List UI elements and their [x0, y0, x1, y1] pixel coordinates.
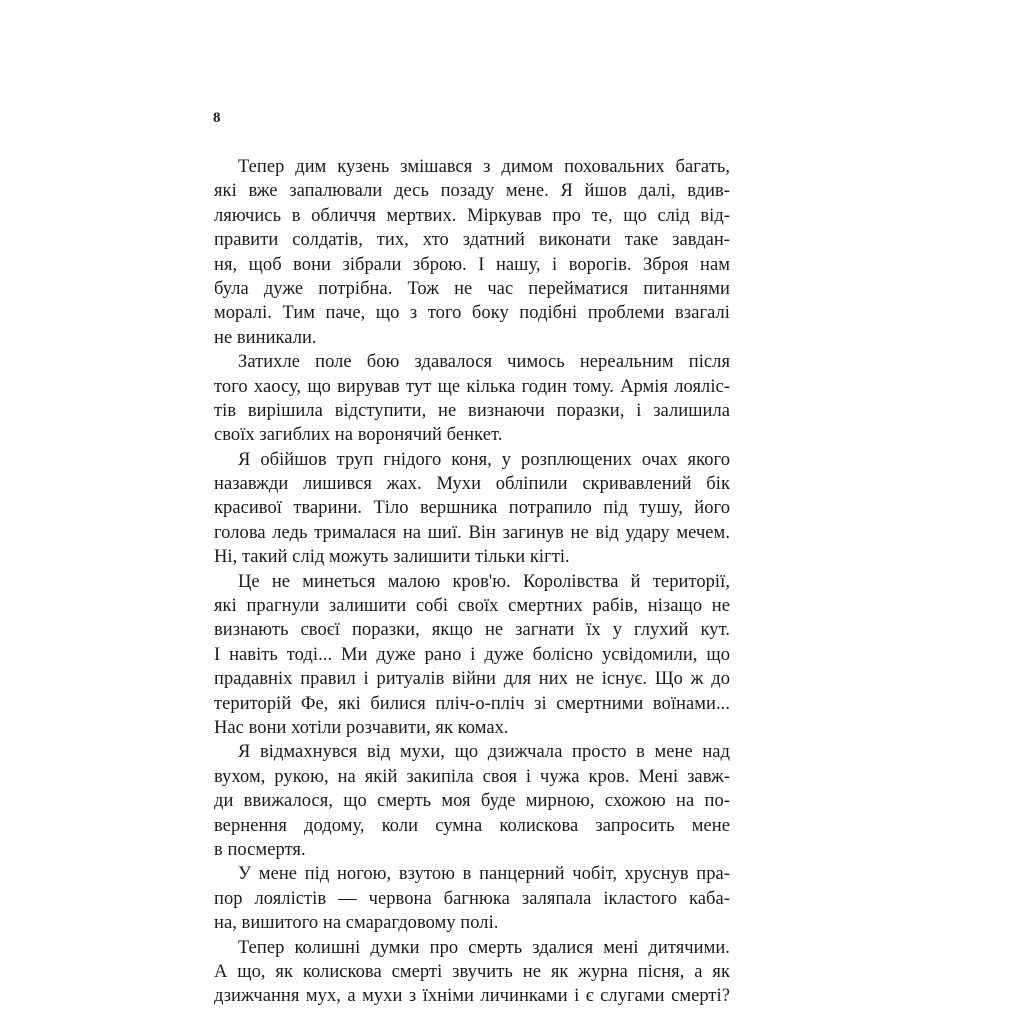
text-line: дзижчання мух, а мухи з їхніми личинками і є слугами смерті?: [214, 986, 730, 1007]
text-line: в посмертя.: [214, 839, 306, 860]
text-line: Я обійшов труп гнідого коня, у розплющених очах якого: [238, 449, 730, 470]
body-text: [214, 155, 730, 1009]
text-line: ня, щоб вони зібрали зброю. І нашу, і ворогів. Зброя нам: [214, 254, 730, 275]
text-line: вухом, рукою, на якій закипіла своя і чужа кров. Мені завж-: [214, 766, 730, 787]
text-line: назавжди лишився жах. Мухи обліпили скривавлений бік: [214, 474, 730, 495]
text-line: Затихле поле бою здавалося чимось нереальним після: [238, 352, 730, 373]
text-line: була дуже потрібна. Тож не час перейматися питаннями: [214, 278, 730, 299]
text-line: на, вишитого на смарагдовому полі.: [214, 913, 499, 934]
text-line: А що, як колискова смерті звучить не як журна пісня, а як: [214, 961, 730, 982]
text-line: своїх загиблих на воронячий бенкет.: [214, 425, 503, 446]
text-line: Це не минеться малою кров'ю. Королівства й території,: [238, 571, 730, 592]
text-line: У мене під ногою, взутою в панцерний чобіт, хруснув пра-: [238, 864, 730, 885]
text-line: тів вирішила відступити, не визнаючи поразки, і залишила: [214, 400, 730, 421]
text-line: Тепер дим кузень змішався з димом поховальних багать,: [238, 157, 730, 177]
text-line: Нас вони хотіли розчавити, як комах.: [214, 717, 509, 738]
text-line: Я відмахнувся від мухи, що дзижчала просто в мене над: [238, 742, 730, 763]
text-line: Тепер колишні думки про смерть здалися мені дитячими.: [238, 937, 730, 958]
text-line: голова ледь трималася на шиї. Він загинув не від удару мечем.: [214, 522, 730, 543]
text-line: І навіть тоді... Ми дуже рано і дуже болісно усвідомили, що: [214, 644, 730, 665]
text-line: красивої тварини. Тіло вершника потрапило під тушу, його: [214, 498, 730, 519]
text-line: які вже запалювали десь позаду мене. Я йшов далі, вдив-: [214, 181, 730, 202]
text-line: прадавніх правил і ритуалів війни для них не існує. Що ж до: [214, 669, 730, 690]
text-line: Ні, такий слід можуть залишити тільки кігті.: [214, 547, 570, 568]
text-line: правити солдатів, тих, хто здатний виконати таке завдан-: [214, 230, 730, 251]
text-line: ляючись в обличчя мертвих. Міркував про те, що слід від-: [214, 205, 730, 226]
text-line: ди ввижалося, що смерть моя буде мирною, схожою на по-: [214, 791, 730, 812]
text-line: не виникали.: [214, 327, 317, 348]
text-line: моралі. Тим паче, що з того боку подібні проблеми взагалі: [214, 303, 730, 324]
text-line: територій Фе, які билися пліч-о-пліч зі смертними воїнами...: [214, 693, 730, 714]
text-line: пор лоялістів — червона багнюка заляпала ікластого каба-: [214, 888, 730, 909]
text-line: визнають своєї поразки, якщо не загнати їх у глухий кут.: [214, 620, 730, 641]
text-line: того хаосу, що вирував тут ще кілька годин тому. Армія лояліс-: [214, 376, 730, 397]
text-line: які прагнули залишити собі своїх смертних рабів, нізащо не: [214, 596, 730, 617]
page-number: 8: [213, 110, 221, 126]
text-line: вернення додому, коли сумна колискова запросить мене: [214, 815, 730, 836]
